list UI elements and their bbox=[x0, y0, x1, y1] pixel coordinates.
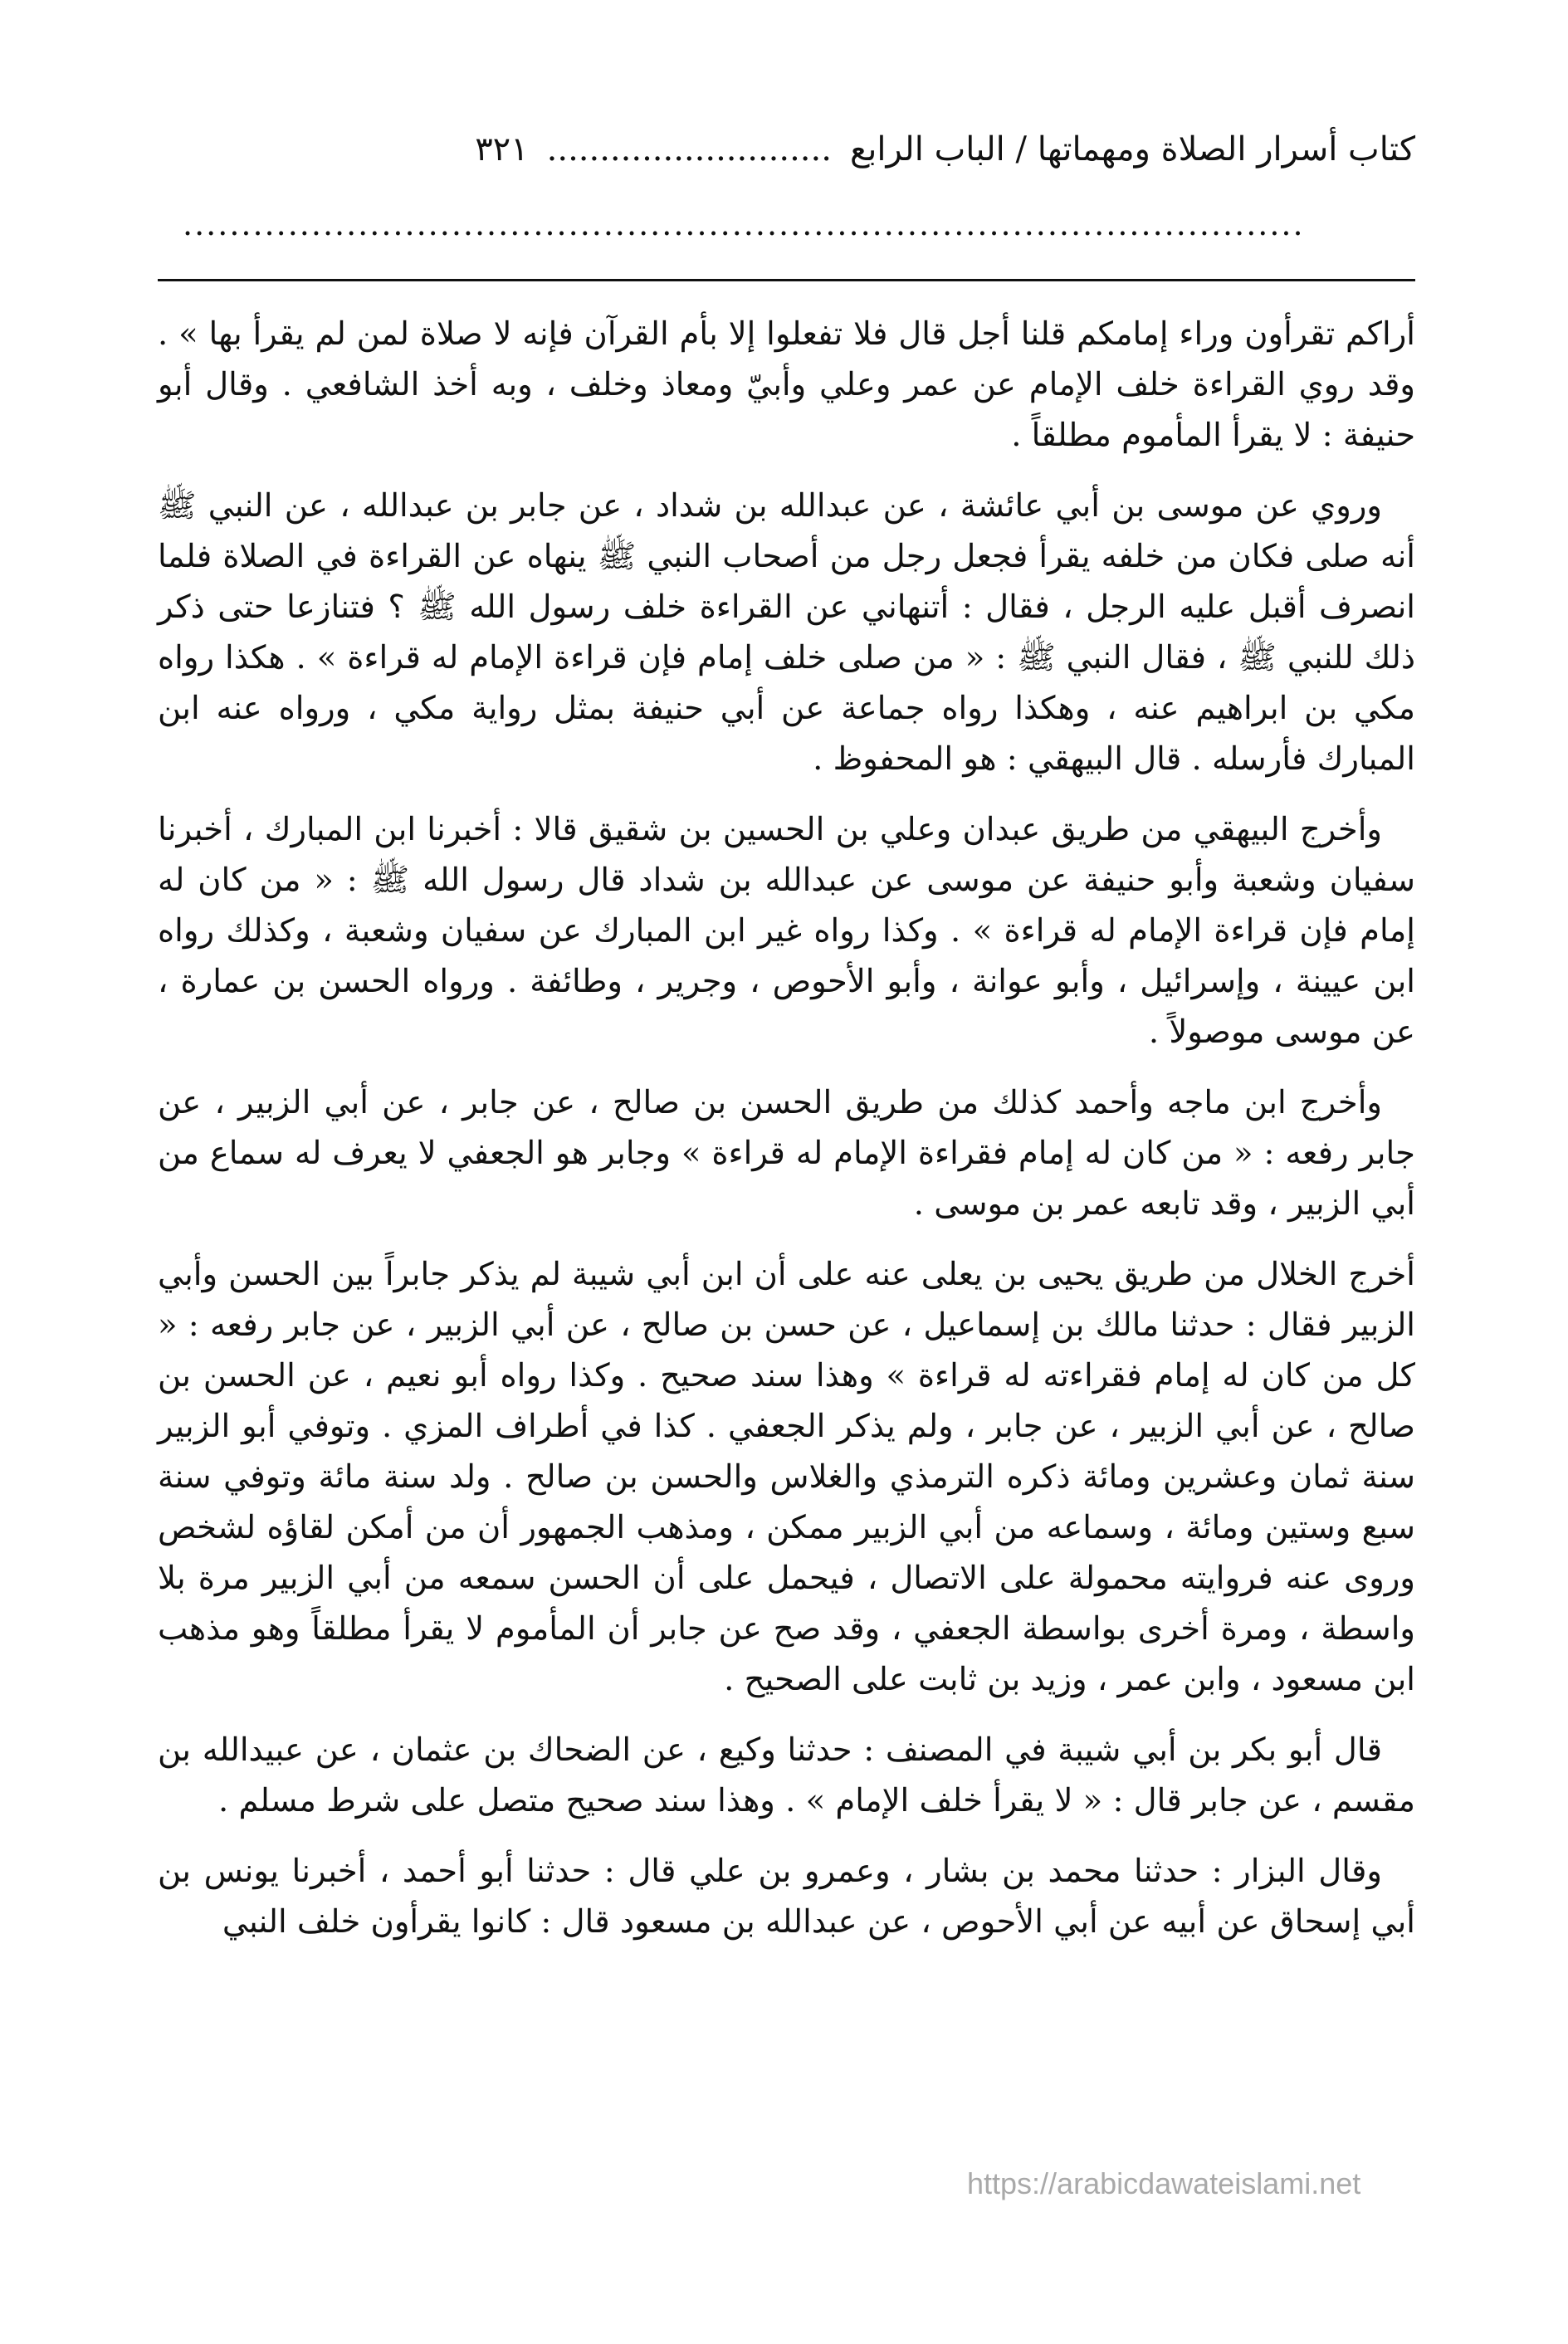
paragraph-3: وأخرج البيهقي من طريق عبدان وعلي بن الحسين بن شقيق قالا : أخبرنا ابن المبارك ، أخبرنا سفيان وشعبة وأبو حنيفة عن موسى عن عبدالله بن شداد قال رسول الله ﷺ : « من كان له إمام فإن قراءة الإمام له قراءة » . وكذا رواه غير ابن المبارك عن سفيان وشعبة ، وكذلك رواه ابن عيينة ، وإسرائيل ، وأبو عوانة ، وأبو الأحوص ، وجرير ، وطائفة . ورواه الحسن بن عمارة ، عن موسى موصولاً . bbox=[158, 811, 1415, 1051]
header-rule bbox=[158, 279, 1415, 281]
header-leader-dots: ........................... bbox=[546, 130, 832, 168]
watermark-url: https://arabicdawateislami.net bbox=[967, 2166, 1361, 2200]
header-leader-dots-line2: ................................................................................................ bbox=[183, 206, 1305, 242]
paragraph-1: أراكم تقرأون وراء إمامكم قلنا أجل قال فلا تفعلوا إلا بأم القرآن فإنه لا صلاة لمن لم يقرأ بها » . وقد روي القراءة خلف الإمام عن عمر وعلي وأبيّ ومعاذ وخلف ، وبه أخذ الشافعي . وقال أبو حنيفة : لا يقرأ المأموم مطلقاً . bbox=[158, 315, 1415, 454]
running-header bbox=[158, 125, 1415, 249]
paragraph-5: أخرج الخلال من طريق يحيى بن يعلى عنه على أن ابن أبي شيبة لم يذكر جابراً بين الحسن وأبي الزبير فقال : حدثنا مالك بن إسماعيل ، عن حسن بن صالح ، عن أبي الزبير ، عن جابر رفعه : « كل من كان له إمام فقراءته له قراءة » وهذا سند صحيح . وكذا رواه أبو نعيم ، عن الحسن بن صالح ، عن أبي الزبير ، عن جابر ، ولم يذكر الجعفي . كذا في أطراف المزي . وتوفي أبو الزبير سنة ثمان وعشرين ومائة ذكره الترمذي والغلاس والحسن بن صالح . ولد سنة مائة وتوفي سنة سبع وستين ومائة ، وسماعه من أبي الزبير ممكن ، ومذهب الجمهور أن من أمكن لقاؤه لشخص وروى عنه فروايته محمولة على الاتصال ، فيحمل على أن الحسن سمعه من أبي الزبير مرة بلا واسطة ، ومرة أخرى بواسطة الجعفي ، وقد صح عن جابر أن المأموم لا يقرأ مطلقاً وهو مذهب ابن مسعود ، وابن عمر ، وزيد بن ثابت على الصحيح . bbox=[158, 1256, 1415, 1698]
page-number: ٣٢١ bbox=[475, 130, 529, 168]
paragraph-7: وقال البزار : حدثنا محمد بن بشار ، وعمرو بن علي قال : حدثنا أبو أحمد ، أخبرنا يونس بن أبي إسحاق عن أبيه عن أبي الأحوص ، عن عبدالله بن مسعود قال : كانوا يقرأون خلف النبي bbox=[158, 1853, 1415, 1941]
paragraph-4: وأخرج ابن ماجه وأحمد كذلك من طريق الحسن بن صالح ، عن جابر ، عن أبي الزبير ، عن جابر رفعه : « من كان له إمام فقراءة الإمام له قراءة » وجابر هو الجعفي لا يعرف له سماع من أبي الزبير ، وقد تابعه عمر بن موسى . bbox=[158, 1084, 1415, 1223]
body-text bbox=[158, 309, 1415, 1967]
paragraph-6: قال أبو بكر بن أبي شيبة في المصنف : حدثنا وكيع ، عن الضحاك بن عثمان ، عن عبيدالله بن مقسم ، عن جابر قال : « لا يقرأ خلف الإمام » . وهذا سند صحيح متصل على شرط مسلم . bbox=[158, 1731, 1415, 1819]
header-title: كتاب أسرار الصلاة ومهماتها / الباب الرابع bbox=[849, 130, 1415, 168]
paragraph-2: وروي عن موسى بن أبي عائشة ، عن عبدالله بن شداد ، عن جابر بن عبدالله ، عن النبي ﷺ أنه صلى فكان من خلفه يقرأ فجعل رجل من أصحاب النبي ﷺ ينهاه عن القراءة في الصلاة فلما انصرف أقبل عليه الرجل ، فقال : أتنهاني عن القراءة خلف رسول الله ﷺ ؟ فتنازعا حتى ذكر ذلك للنبي ﷺ ، فقال النبي ﷺ : « من صلى خلف إمام فإن قراءة الإمام له قراءة » . هكذا رواه مكي بن ابراهيم عنه ، وهكذا رواه جماعة عن أبي حنيفة بمثل رواية مكي ، ورواه عنه ابن المبارك فأرسله . قال البيهقي : هو المحفوظ . bbox=[158, 487, 1415, 778]
header-line bbox=[158, 125, 1415, 174]
